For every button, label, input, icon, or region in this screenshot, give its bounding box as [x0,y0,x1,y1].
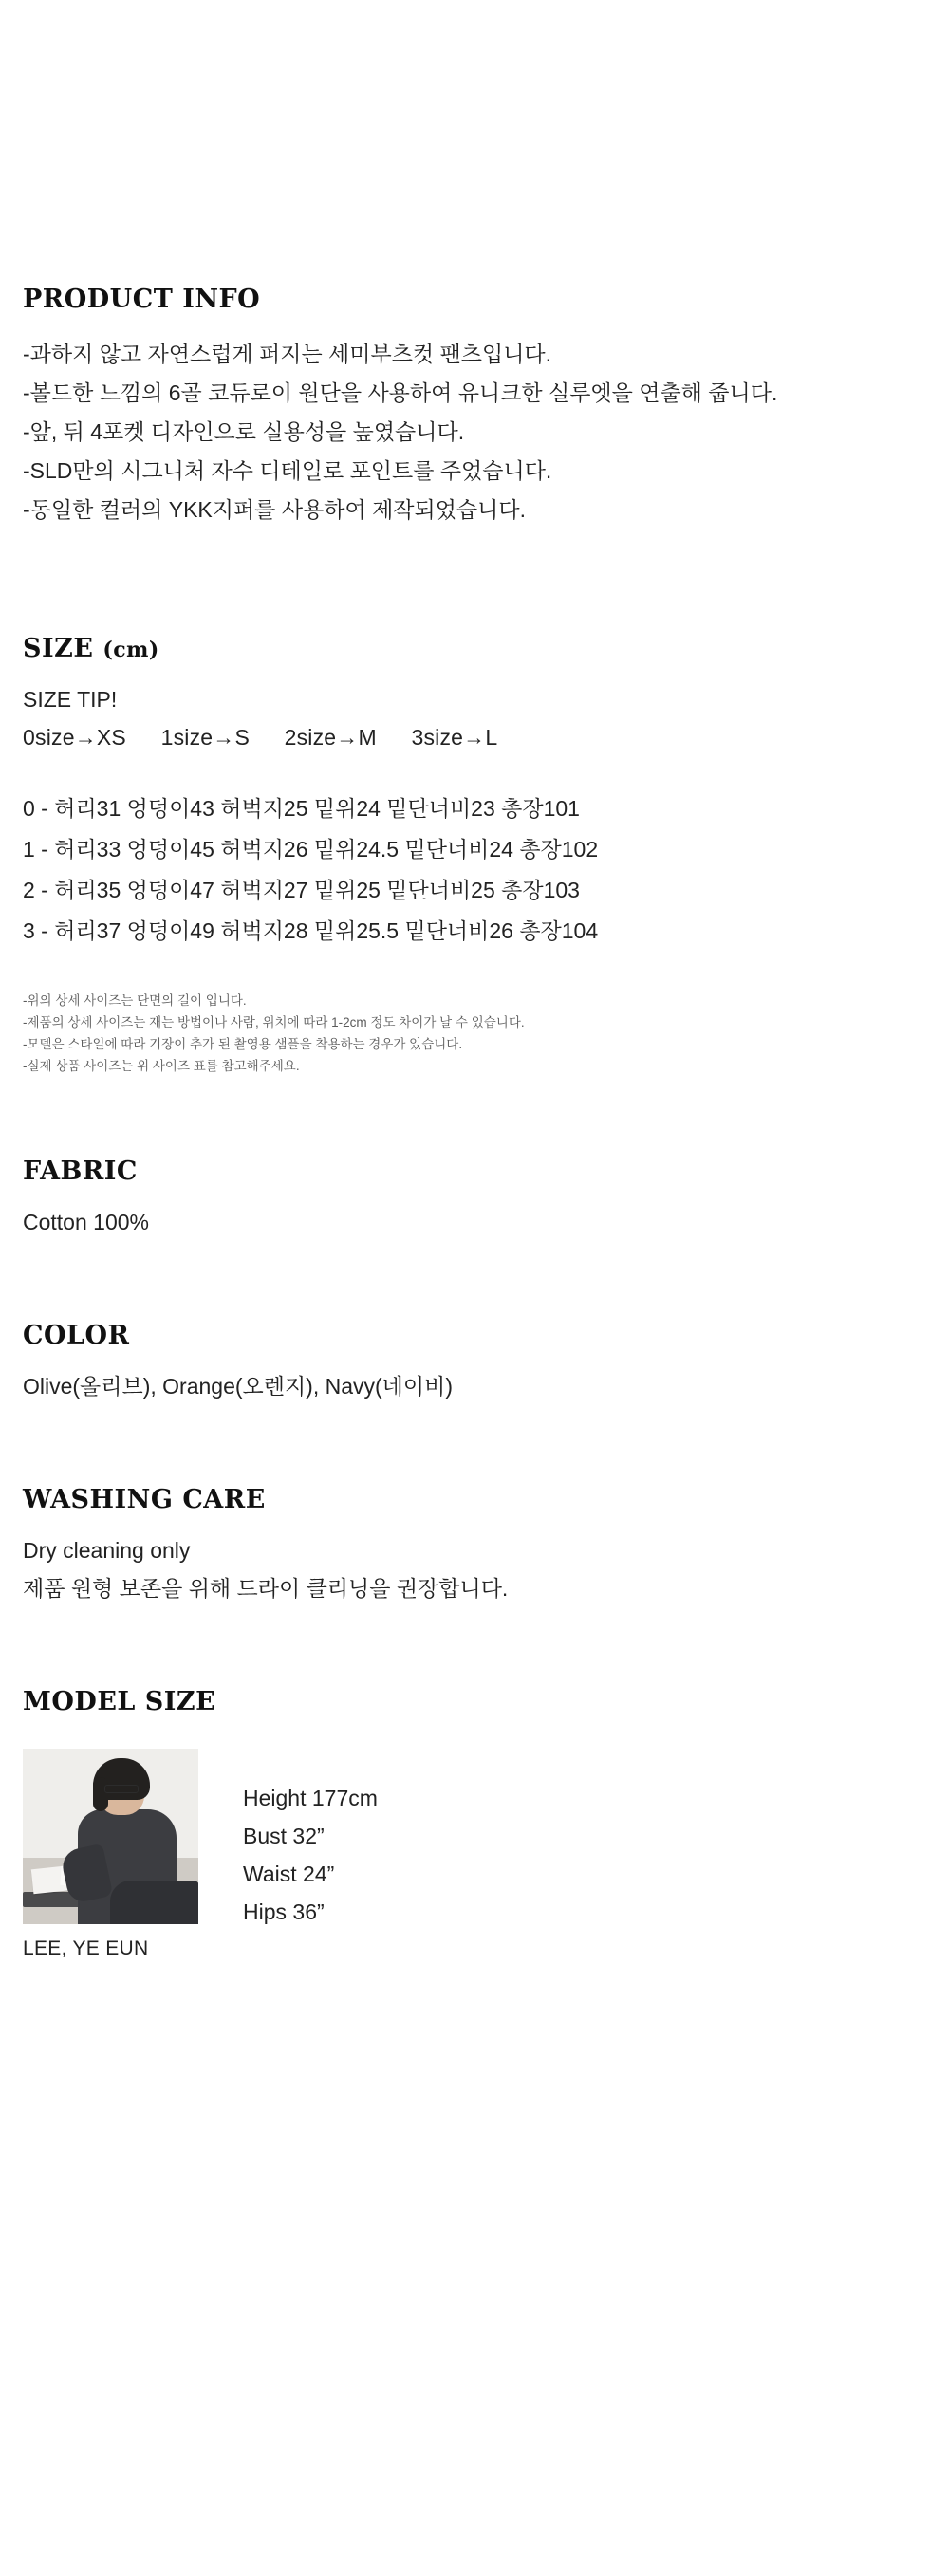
washing-care-line: 제품 원형 보존을 위해 드라이 클리닝을 권장합니다. [23,1576,509,1601]
top-spacer [23,0,926,285]
size-map-item: 3size→L [411,725,498,750]
model-spec-height: Height 177cm [243,1786,378,1810]
size-row: 1 - 허리33 엉덩이45 허벅지26 밑위24.5 밑단너비24 총장102 [23,837,599,862]
section-gap [23,529,926,634]
section-title-size-text: SIZE [23,634,94,663]
model-spec-hips: Hips 36” [243,1900,325,1924]
model-size-block [23,1749,926,1960]
gap [23,663,926,680]
size-note: -실제 상품 사이즈는 위 사이즈 표를 참고해주세요. [23,1059,300,1073]
section-title-model-size: MODEL SIZE [23,1687,216,1716]
section-title-fabric: FABRIC [23,1157,138,1186]
model-name: LEE, YE EUN [23,1937,149,1959]
model-spec-waist: Waist 24” [243,1862,335,1886]
size-tip-label: SIZE TIP! [23,687,118,712]
section-title-size [23,634,926,663]
product-info-line: -앞, 뒤 4포켓 디자인으로 실용성을 높였습니다. [23,419,465,444]
gap [23,1514,926,1531]
section-title-product-info: PRODUCT INFO [23,285,261,314]
section-gap [23,1241,926,1321]
washing-care-line: Dry cleaning only [23,1538,191,1563]
bottom-spacer [23,1960,926,2150]
gap [23,1350,926,1367]
size-map-item: 0size→XS [23,725,126,750]
product-info-line: -볼드한 느낌의 6골 코듀로이 원단을 사용하여 유니크한 실루엣을 연출해 줍니다. [23,380,778,405]
model-photo [23,1749,198,1924]
size-row: 2 - 허리35 엉덩이47 허벅지27 밑위25 밑단너비25 총장103 [23,878,580,902]
glasses-icon [104,1785,139,1793]
size-row: 3 - 허리37 엉덩이49 허벅지28 밑위25.5 밑단너비26 총장104 [23,918,599,943]
fabric-line: Cotton 100% [23,1210,149,1234]
model-photo-column [23,1749,222,1960]
size-mapping [23,718,926,756]
size-note: -위의 상세 사이즈는 단면의 길이 입니다. [23,993,247,1008]
model-specs [243,1749,378,1931]
photo-model-legs [110,1881,198,1924]
section-title-size-unit: (cm) [102,638,159,662]
color-line: Olive(올리브), Orange(오렌지), Navy(네이비) [23,1374,453,1399]
size-note: -제품의 상세 사이즈는 재는 방법이나 사람, 위치에 따라 1-2cm 정도 차이가 날 수 있습니다. [23,1015,525,1029]
size-notes [23,990,926,1077]
product-info-line: -동일한 컬러의 YKK지퍼를 사용하여 제작되었습니다. [23,497,526,522]
section-gap [23,1607,926,1687]
gap [23,1186,926,1203]
size-note: -모델은 스타일에 따라 기장이 추가 된 촬영용 샘플을 착용하는 경우가 있습니다. [23,1037,463,1051]
product-info-lines [23,335,926,529]
product-info-line: -과하지 않고 자연스럽게 퍼지는 세미부츠컷 팬츠입니다. [23,342,552,366]
section-gap [23,1077,926,1157]
section-title-washing-care: WASHING CARE [23,1485,266,1514]
section-title-color: COLOR [23,1321,130,1350]
photo-model-hair-side [93,1777,108,1811]
model-spec-bust: Bust 32” [243,1824,325,1848]
size-measurement-rows [23,788,926,952]
product-info-line: -SLD만의 시그니처 자수 디테일로 포인트를 주었습니다. [23,458,552,483]
size-map-item: 1size→S [160,725,251,750]
size-row: 0 - 허리31 엉덩이43 허벅지25 밑위24 밑단너비23 총장101 [23,796,580,821]
section-gap [23,1405,926,1485]
size-map-item: 2size→M [284,725,377,750]
